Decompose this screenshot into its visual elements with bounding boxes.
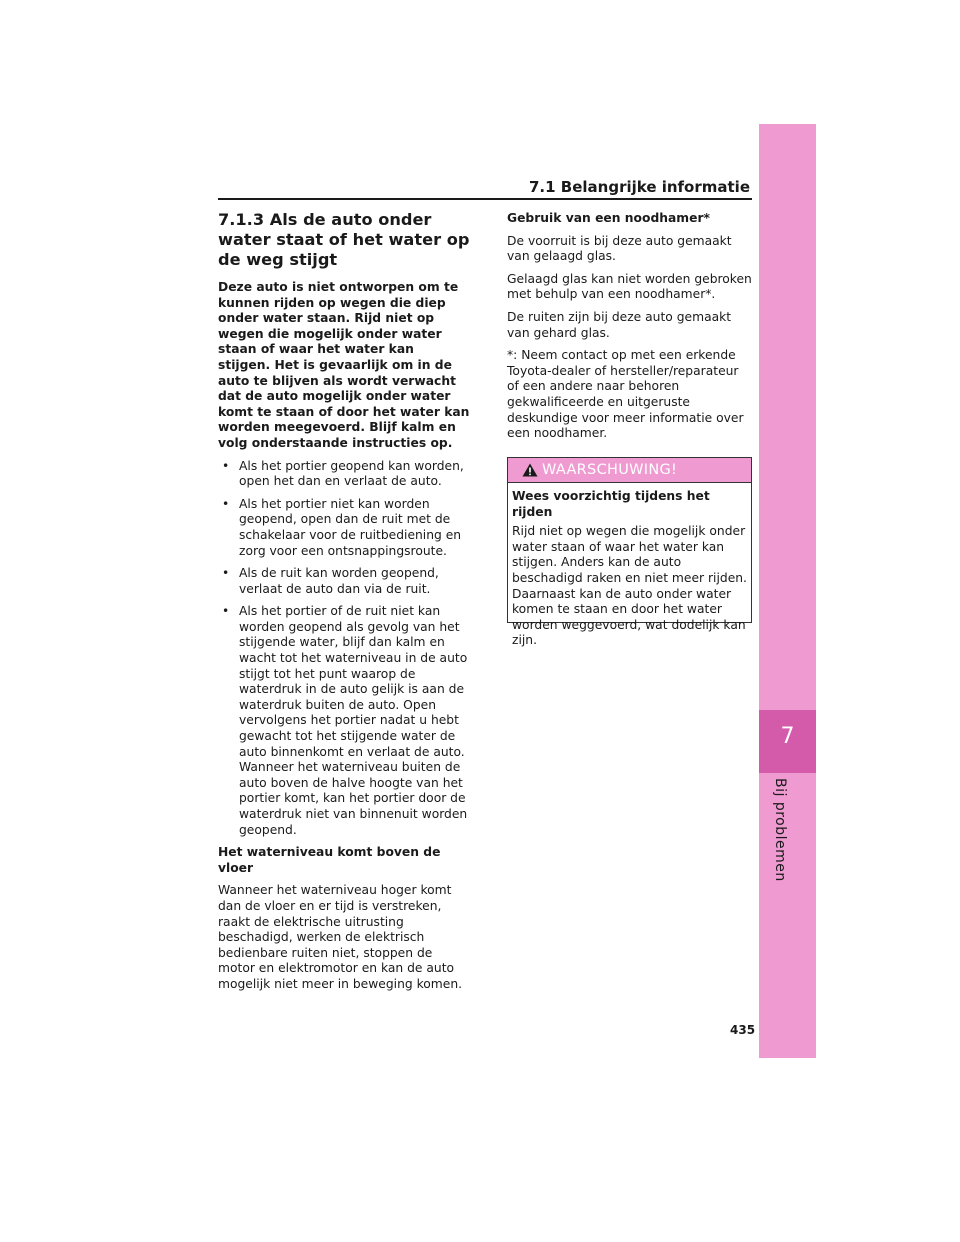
windshield-paragraph: De voorruit is bij deze auto gemaakt van gelaagd glas.	[507, 233, 732, 264]
left-column	[218, 210, 470, 1000]
instruction-list	[218, 459, 470, 839]
water-level-paragraph: Wanneer het waterniveau hoger komt dan de vloer en er tijd is verstreken, raakt de elektrische uitrusting beschadigd, werken de elektrisch bedienbare ruiten niet, stoppen de motor en elektromotor en kan de auto mogelijk niet meer in beweging komen.	[218, 883, 463, 991]
section-header: 7.1 Belangrijke informatie	[528, 178, 750, 196]
laminated-glass-paragraph: Gelaagd glas kan niet worden gebroken met behulp van een noodhamer*.	[507, 271, 752, 302]
warning-box	[507, 457, 752, 648]
warning-title: WAARSCHUWING!	[542, 462, 678, 478]
header-divider	[218, 198, 752, 200]
list-item: • Als het portier niet kan worden geopend, open dan de ruit met de schakelaar voor de ruitbediening en zorg voor een ontsnappingsroute.	[218, 497, 470, 559]
chapter-number: 7	[780, 724, 795, 749]
warning-text: Rijd niet op wegen die mogelijk onder water staan of waar het water kan stijgen. Anders kan de auto beschadigd raken en niet meer rijden. Daarnaast kan de auto onder water komen te staan en door het water worden weggevoerd, wat dodelijk kan zijn.	[512, 524, 747, 648]
chapter-title: Bij problemen	[772, 778, 788, 882]
subheading-water-level: Het waterniveau komt boven de vloer	[218, 845, 441, 875]
intro-paragraph: Deze auto is niet ontworpen om te kunnen rijden op wegen die diep onder water staan. Rijd niet op wegen die mogelijk onder water staan of waar het water kan stijgen. Het is gevaarlijk om in de auto te blijven als wordt verwacht dat de auto mogelijk onder water komt te staan of door het water kan worden meegevoerd. Blijf kalm en volg onderstaande instructies op.	[218, 280, 470, 450]
section-heading: 7.1.3 Als de auto onder water staat of het water op de weg stijgt	[218, 210, 470, 269]
warning-triangle-icon	[522, 463, 538, 477]
chapter-tab-strip	[759, 124, 816, 1058]
footnote: *: Neem contact op met een erkende Toyota-dealer of hersteller/reparateur of een andere naar behoren gekwalificeerde en uitgeruste deskundige voor meer informatie over een noodhamer.	[507, 348, 744, 441]
list-item: • Als het portier geopend kan worden, open het dan en verlaat de auto.	[218, 459, 470, 490]
right-column	[507, 211, 752, 449]
warning-header	[508, 458, 751, 483]
list-item: • Als het portier of de ruit niet kan worden geopend als gevolg van het stijgende water, blijf dan kalm en wacht tot het waterniveau in de auto stijgt tot het punt waarop de waterdruk in de auto gelijk is aan de waterdruk buiten de auto. Open vervolgens het portier nadat u hebt gewacht tot het stijgende water de auto binnenkomt en verlaat de auto. Wanneer het waterniveau buiten de auto boven de halve hoogte van het portier komt, kan het portier door de waterdruk niet van binnenuit worden geopend.	[218, 604, 470, 838]
page-number: 435	[730, 1023, 756, 1037]
warning-heading: Wees voorzichtig tijdens het rijden	[512, 489, 710, 519]
subheading-emergency-hammer: Gebruik van een noodhamer*	[507, 211, 710, 225]
list-item: • Als de ruit kan worden geopend, verlaat de auto dan via de ruit.	[218, 566, 470, 597]
tempered-glass-paragraph: De ruiten zijn bij deze auto gemaakt van gehard glas.	[507, 309, 732, 340]
